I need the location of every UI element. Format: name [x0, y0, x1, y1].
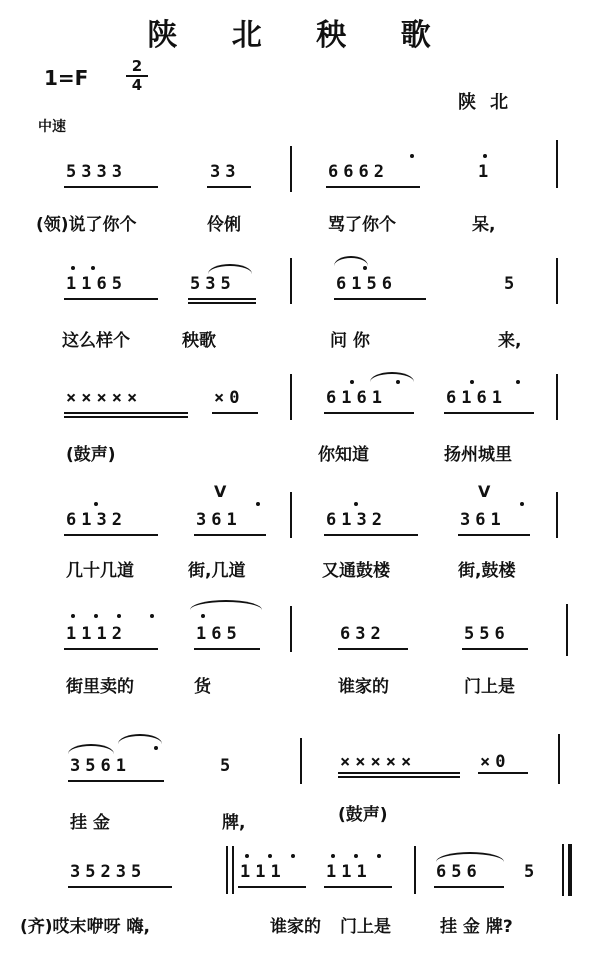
octave-dot: [354, 502, 358, 506]
beam: [64, 186, 158, 188]
region-label: 陕北: [458, 92, 522, 113]
note-group: 6161: [326, 388, 387, 408]
meter-bottom: 4: [126, 75, 148, 94]
lyric: (鼓声): [338, 805, 388, 825]
note-group: ×××××: [66, 388, 143, 408]
barline: [290, 374, 292, 420]
lyric: 谁家的: [270, 917, 321, 937]
note-group: 6662: [328, 162, 389, 182]
note-group: 535: [190, 274, 236, 294]
final-barline: [562, 844, 564, 896]
beam: [64, 412, 188, 414]
beam: [194, 534, 266, 536]
octave-dot: [470, 380, 474, 384]
note-group: 656: [436, 862, 482, 882]
lyric: 骂了你个: [328, 215, 396, 235]
beam: [434, 886, 504, 888]
lyric: 呆,: [472, 215, 496, 235]
lyric: 货: [194, 677, 211, 697]
slur: [208, 264, 252, 274]
beam: [68, 780, 164, 782]
octave-dot: [410, 154, 414, 158]
octave-dot: [354, 854, 358, 858]
octave-dot: [516, 380, 520, 384]
slur: [118, 734, 162, 744]
note-group: 6161: [446, 388, 507, 408]
note-group: 5: [524, 862, 540, 882]
note-group: ×××××: [340, 752, 417, 772]
beam: [68, 886, 172, 888]
beam: [207, 186, 251, 188]
lyric: (领)说了你个: [36, 215, 137, 235]
note-group: 1: [478, 162, 494, 182]
octave-dot: [520, 502, 524, 506]
beam: [338, 776, 460, 778]
octave-dot: [363, 266, 367, 270]
lyric: 门上是: [340, 917, 391, 937]
octave-dot: [268, 854, 272, 858]
barline: [556, 492, 558, 538]
note-group: 361: [196, 510, 242, 530]
note-group: 361: [460, 510, 506, 530]
beam: [238, 886, 306, 888]
lyric: 又通鼓楼: [322, 561, 390, 581]
lyric: 伶俐: [207, 215, 241, 235]
time-signature: [126, 58, 148, 94]
barline: [290, 258, 292, 304]
octave-dot: [71, 614, 75, 618]
octave-dot: [154, 746, 158, 750]
lyric: 街,几道: [188, 561, 246, 581]
note-group: ×0: [480, 752, 511, 772]
lyric: 这么样个: [62, 331, 130, 351]
lyric: 你知道: [318, 445, 369, 465]
note-group: 5: [504, 274, 520, 294]
barline: [290, 492, 292, 538]
breath-mark: V: [478, 482, 491, 501]
barline: [414, 846, 416, 894]
barline: [556, 258, 558, 304]
beam: [324, 534, 418, 536]
slur: [436, 852, 504, 862]
slur: [190, 600, 262, 610]
lyric: 挂 金: [70, 813, 110, 833]
final-barline-thick: [568, 844, 572, 896]
octave-dot: [291, 854, 295, 858]
note-group: 5: [220, 756, 236, 776]
note-group: 632: [340, 624, 386, 644]
lyric: 几十几道: [66, 561, 134, 581]
octave-dot: [396, 380, 400, 384]
note-group: 1112: [66, 624, 127, 644]
lyric: 秧歌: [182, 331, 216, 351]
lyric: 来,: [498, 331, 522, 351]
barline: [226, 846, 228, 894]
octave-dot: [91, 266, 95, 270]
note-group: 6132: [326, 510, 387, 530]
barline: [290, 606, 292, 652]
note-group: 556: [464, 624, 510, 644]
beam: [338, 648, 408, 650]
song-title: 陕 北 秧 歌: [147, 18, 453, 53]
beam: [334, 298, 426, 300]
note-group: 6156: [336, 274, 397, 294]
lyric: 谁家的: [338, 677, 389, 697]
beam: [64, 648, 158, 650]
octave-dot: [94, 614, 98, 618]
barline: [300, 738, 302, 784]
breath-mark: V: [214, 482, 227, 501]
octave-dot: [201, 614, 205, 618]
note-group: 1165: [66, 274, 127, 294]
note-group: 35235: [70, 862, 147, 882]
key-signature: 1=F: [44, 66, 89, 90]
beam: [64, 416, 188, 418]
barline: [566, 604, 568, 656]
beam: [194, 648, 260, 650]
octave-dot: [71, 266, 75, 270]
beam: [326, 186, 420, 188]
octave-dot: [150, 614, 154, 618]
beam: [338, 772, 460, 774]
octave-dot: [331, 854, 335, 858]
beam: [212, 412, 258, 414]
barline: [556, 140, 558, 188]
beam: [188, 298, 256, 300]
lyric: 街里卖的: [66, 677, 134, 697]
beam: [324, 886, 392, 888]
lyric: 牌,: [222, 813, 246, 833]
beam: [444, 412, 534, 414]
note-group: 111: [240, 862, 286, 882]
barline: [232, 846, 234, 894]
meter-top: 2: [131, 57, 143, 75]
barline: [558, 734, 560, 784]
lyric: 街,鼓楼: [458, 561, 516, 581]
note-group: ×0: [214, 388, 245, 408]
beam: [458, 534, 530, 536]
tempo-marking: 中速: [38, 119, 66, 135]
lyric: 门上是: [464, 677, 515, 697]
note-group: 165: [196, 624, 242, 644]
lyric: 问 你: [330, 331, 370, 351]
beam: [64, 534, 158, 536]
beam: [462, 648, 528, 650]
note-group: 111: [326, 862, 372, 882]
barline: [556, 374, 558, 420]
octave-dot: [256, 502, 260, 506]
octave-dot: [483, 154, 487, 158]
lyric: (鼓声): [66, 445, 116, 465]
slur: [68, 744, 114, 754]
beam: [64, 298, 158, 300]
octave-dot: [117, 614, 121, 618]
note-group: 6132: [66, 510, 127, 530]
lyric: 挂 金 牌?: [440, 917, 513, 937]
barline: [290, 146, 292, 192]
beam: [478, 772, 528, 774]
note-group: 33: [210, 162, 241, 182]
octave-dot: [245, 854, 249, 858]
lyric: (齐)哎末咿呀 嗨,: [20, 917, 150, 937]
octave-dot: [94, 502, 98, 506]
slur: [370, 372, 414, 382]
note-group: 3561: [70, 756, 131, 776]
note-group: 5333: [66, 162, 127, 182]
octave-dot: [350, 380, 354, 384]
slur: [334, 256, 368, 266]
beam: [188, 302, 256, 304]
lyric: 扬州城里: [444, 445, 512, 465]
beam: [324, 412, 414, 414]
octave-dot: [377, 854, 381, 858]
